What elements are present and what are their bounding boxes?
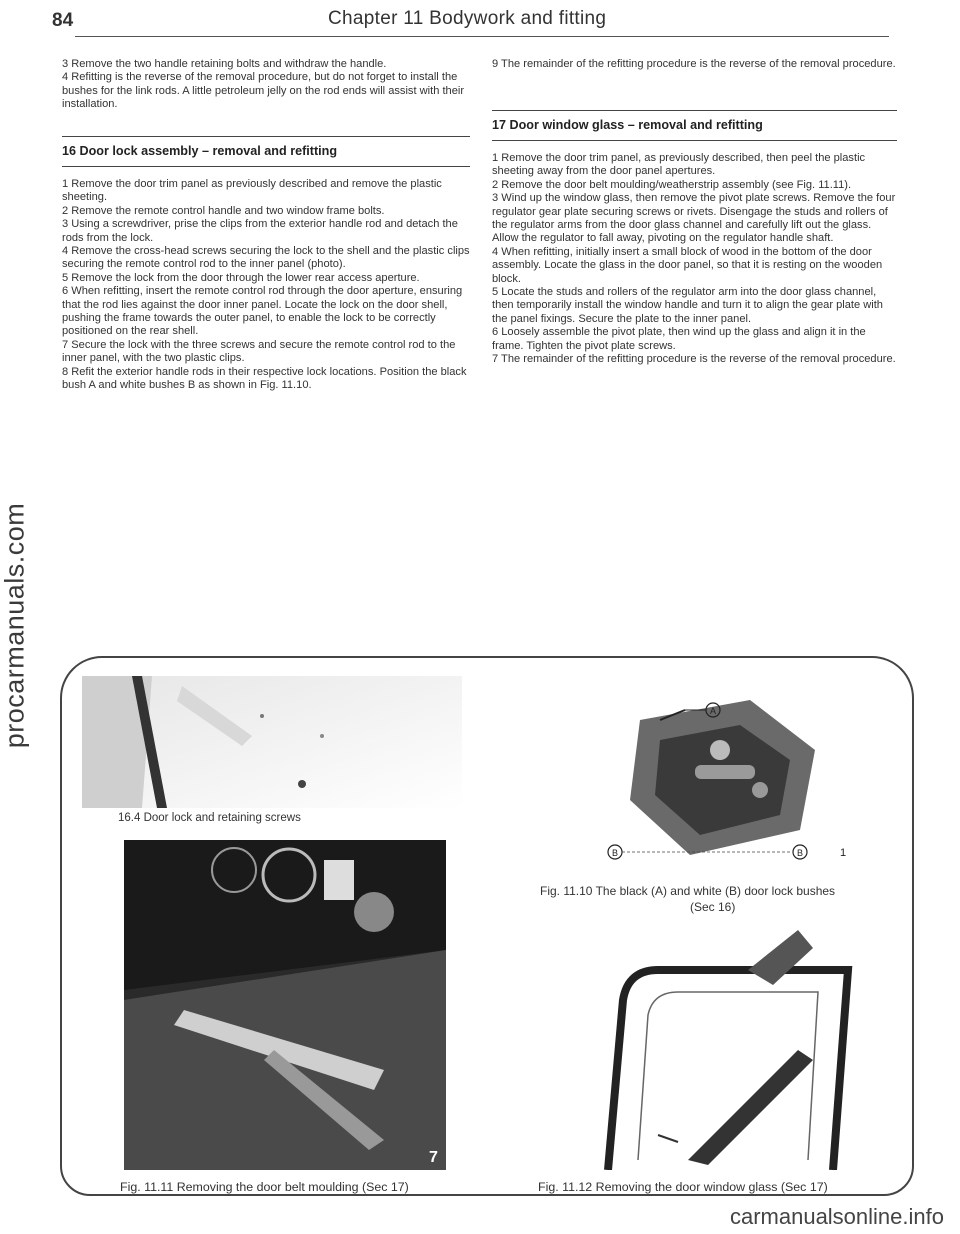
section-rule: [62, 166, 470, 167]
step: 2 Remove the remote control handle and two window frame bolts.: [62, 204, 385, 217]
paragraph: 9 The remainder of the refitting procedure is the reverse of the removal procedure.: [492, 58, 896, 70]
fig-11-11-caption: Fig. 11.11 Removing the door belt moulding (Sec 17): [120, 1180, 409, 1194]
fig-11-10-label-a: A: [709, 706, 717, 716]
section17-title: 17 Door window glass – removal and refitting: [492, 118, 763, 132]
paragraph: 3 Remove the two handle retaining bolts and withdraw the handle.: [62, 58, 387, 70]
step: 3 Using a screwdriver, prise the clips from the exterior handle rod and detach the rods from the lock.: [62, 218, 458, 244]
step: 7 Secure the lock with the three screws and secure the remote control rod to the inner panel, with the two plastic clips.: [62, 338, 456, 365]
fig-11-11-number: 7: [429, 1149, 438, 1166]
header-rule: [75, 36, 889, 37]
figure-door-lock-bushes: [600, 680, 850, 870]
step: 3 Wind up the window glass, then remove the pivot plate screws. Remove the four regulator gear plate securing screws or rivets. Disengage the studs and rollers of the regulator arms from the door glass channel and carefully lift out the glass. Allow the regulator to fall away, pivoting on the regulator handle shaft.: [492, 192, 896, 245]
fig-11-12-caption: Fig. 11.12 Removing the door window glass (Sec 17): [538, 1180, 828, 1194]
step: 8 Refit the exterior handle rods in their respective lock locations. Position the black bush A and white bushes B as shown in Fig. 11.10.: [62, 365, 467, 392]
step: 6 Loosely assemble the pivot plate, then wind up the glass and align it in the frame. Tighten the pivot plate screws.: [492, 326, 866, 352]
paragraph: 4 Refitting is the reverse of the removal procedure, but do not forget to install the bushes for the link rods. A little petroleum jelly on the rod ends will assist with their installation.: [62, 71, 465, 111]
fig-11-10-caption-line1: Fig. 11.10 The black (A) and white (B) door lock bushes: [540, 884, 836, 898]
step: 7 The remainder of the refitting procedure is the reverse of the removal procedure.: [492, 353, 896, 366]
step: 2 Remove the door belt moulding/weatherstrip assembly (see Fig. 11.11).: [492, 178, 852, 191]
page-number: 84: [52, 10, 74, 31]
bottom-watermark: carmanualsonline.info: [729, 1204, 944, 1229]
step: 1 Remove the door trim panel, as previously described, then peel the plastic sheeting away from the door panel apertures.: [492, 152, 866, 178]
step: 4 Remove the cross-head screws securing the lock to the shell and the plastic clips securing the remote control rod to the inner panel (photo).: [62, 245, 470, 271]
step: 5 Remove the lock from the door through the lower rear access aperture.: [62, 271, 420, 284]
right-intro-text: [492, 58, 897, 71]
figure-door-window-glass: [598, 930, 868, 1170]
step: 4 When refitting, initially insert a small block of wood in the bottom of the door assembly. Locate the glass in the door panel, so that it is resting on the wooden block.: [492, 245, 883, 285]
step: 6 When refitting, insert the remote control rod through the door aperture, ensuring that the rod lies against the door inner panel. Locate the lock on the door shell, pushing the frame towards the outer panel, to enable the lock to be correctly positioned on the rear shell.: [62, 285, 463, 338]
chapter-title: Chapter 11 Bodywork and fitting: [328, 8, 607, 29]
photo-door-belt-moulding: [124, 840, 446, 1170]
section17-body: [492, 152, 897, 367]
fig-11-10-label-b1: B: [611, 848, 619, 858]
section-rule: [492, 140, 897, 141]
side-watermark: procarmanuals.com: [0, 502, 30, 749]
fig-11-10-caption-line2: (Sec 16): [690, 900, 736, 914]
section-rule: [492, 110, 897, 111]
fig-11-10-number: 1: [840, 847, 847, 859]
fig-11-10-label-b2: B: [796, 848, 804, 858]
section16-title: 16 Door lock assembly – removal and refitting: [62, 144, 338, 158]
left-intro-text: [62, 58, 470, 112]
photo-door-lock: [82, 676, 462, 808]
step: 1 Remove the door trim panel as previously described and remove the plastic sheeting.: [62, 178, 442, 204]
step: 5 Locate the studs and rollers of the regulator arm into the door glass channel, then temporarily install the window handle and turn it to align the gear plate with the panel fixings. Secure the plate to the inner panel.: [492, 286, 883, 325]
photo-16-4-caption: 16.4 Door lock and retaining screws: [118, 812, 301, 824]
section-rule: [62, 136, 470, 137]
section16-body: [62, 178, 470, 393]
